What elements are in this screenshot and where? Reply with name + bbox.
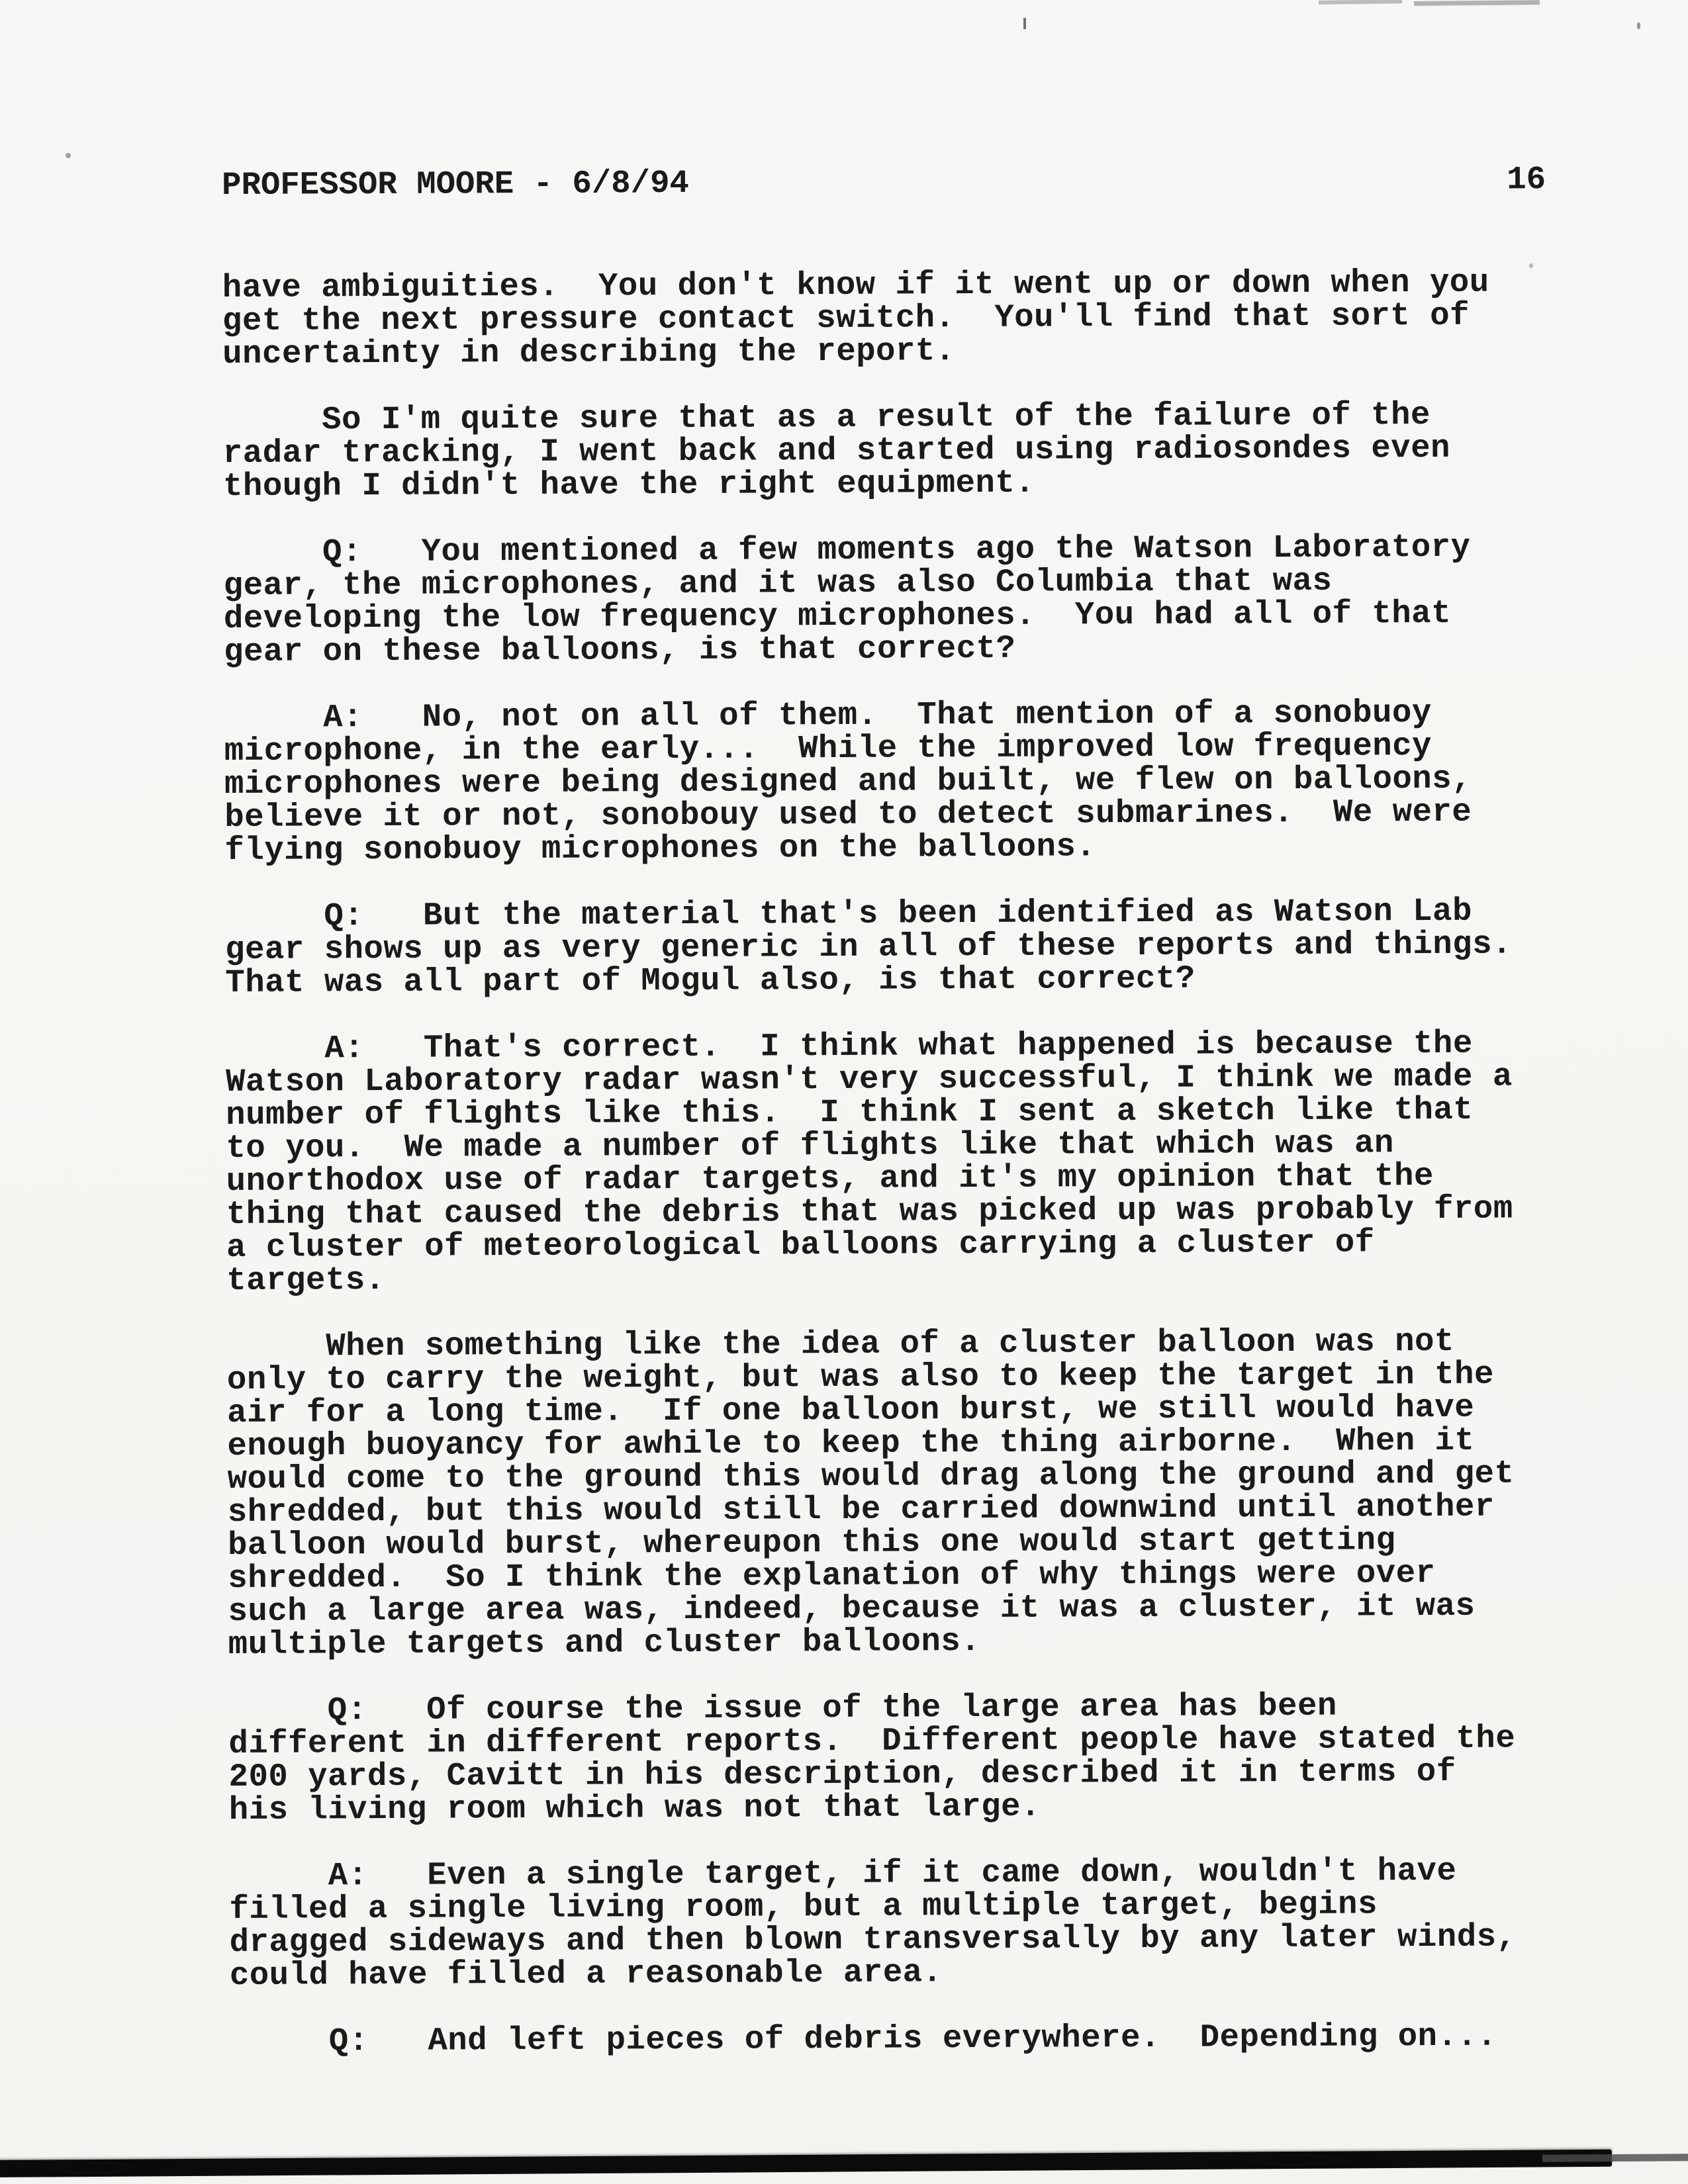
- page-title: PROFESSOR MOORE - 6/8/94: [221, 164, 689, 204]
- paragraph-answer: A: No, not on all of them. That mention of a sonobuoy microphone, in the early... While the improved low frequency microphones were being designed and built, we flew on balloons, believe it or not, sonobouy used to detect submarines. We were flying sonobuoy microphones on the balloons.: [224, 694, 1472, 869]
- paragraph: have ambiguities. You don't know if it went up or down when you get the next pressure contact switch. You'll find that sort of uncertainty in describing the report.: [222, 263, 1489, 373]
- page-content: [222, 163, 1554, 2091]
- scan-smudge: [1414, 0, 1540, 6]
- scan-speck: [1023, 18, 1026, 29]
- paragraph-question: Q: But the material that's been identified as Watson Lab gear shows up as very generic in all of these reports and things. That was all part of Mogul also, is that correct?: [224, 892, 1513, 1001]
- paragraph-question: Q: You mentioned a few moments ago the Watson Laboratory gear, the microphones, and it was also Columbia that was developing the low frequency microphones. You had all of that gear on these balloons, is that correct?: [223, 528, 1471, 670]
- scan-edge-bar-fade: [1542, 2154, 1688, 2162]
- scan-speck: [1637, 23, 1640, 29]
- page-number: 16: [1507, 161, 1546, 199]
- transcript-body: [222, 265, 1554, 2058]
- scan-edge-bar: [0, 2150, 1612, 2177]
- scan-speck: [1529, 263, 1533, 268]
- paragraph-question: Q: And left pieces of debris everywhere. Depending on...: [230, 2017, 1497, 2060]
- paragraph: When something like the idea of a cluster balloon was not only to carry the weight, but was also to keep the target in the air for a long time. If one balloon burst, we still would have enough buoyancy for awhile to keep the thing airborne. When it would come to the ground this would drag along the ground and get shredded, but this would still be carried downwind until another balloon would burst, whereupon this one would start getting shredded. So I think the explanation of why things were over such a large area was, indeed, because it was a cluster, it was multiple targets and cluster balloons.: [226, 1322, 1515, 1663]
- paragraph-question: Q: Of course the issue of the large area has been different in different reports. Different people have stated the 200 yards, Cavitt in his description, described it in terms of his living room which was not that large.: [228, 1687, 1516, 1829]
- page-header: [222, 163, 1546, 202]
- paragraph: So I'm quite sure that as a result of the failure of the radar tracking, I went back and started using radiosondes even though I didn't have the right equipment.: [222, 396, 1451, 505]
- scan-smudge: [1319, 0, 1402, 5]
- scan-speck: [66, 153, 71, 158]
- paragraph-answer: A: That's correct. I think what happened is because the Watson Laboratory radar wasn't very successful, I think we made a number of flights like this. I think I sent a sketch like that to you. We made a number of flights like that which was an unorthodox use of radar targets, and it's my opinion that the thing that caused the debris that was picked up was probably from a cluster of meteorological balloons carrying a cluster of targets.: [225, 1024, 1513, 1299]
- paragraph-answer: A: Even a single target, if it came down, wouldn't have filled a single living room, but a multiple target, begins dragged sideways and then blown transversally by any later winds, could have filled a reasonable area.: [229, 1852, 1517, 1994]
